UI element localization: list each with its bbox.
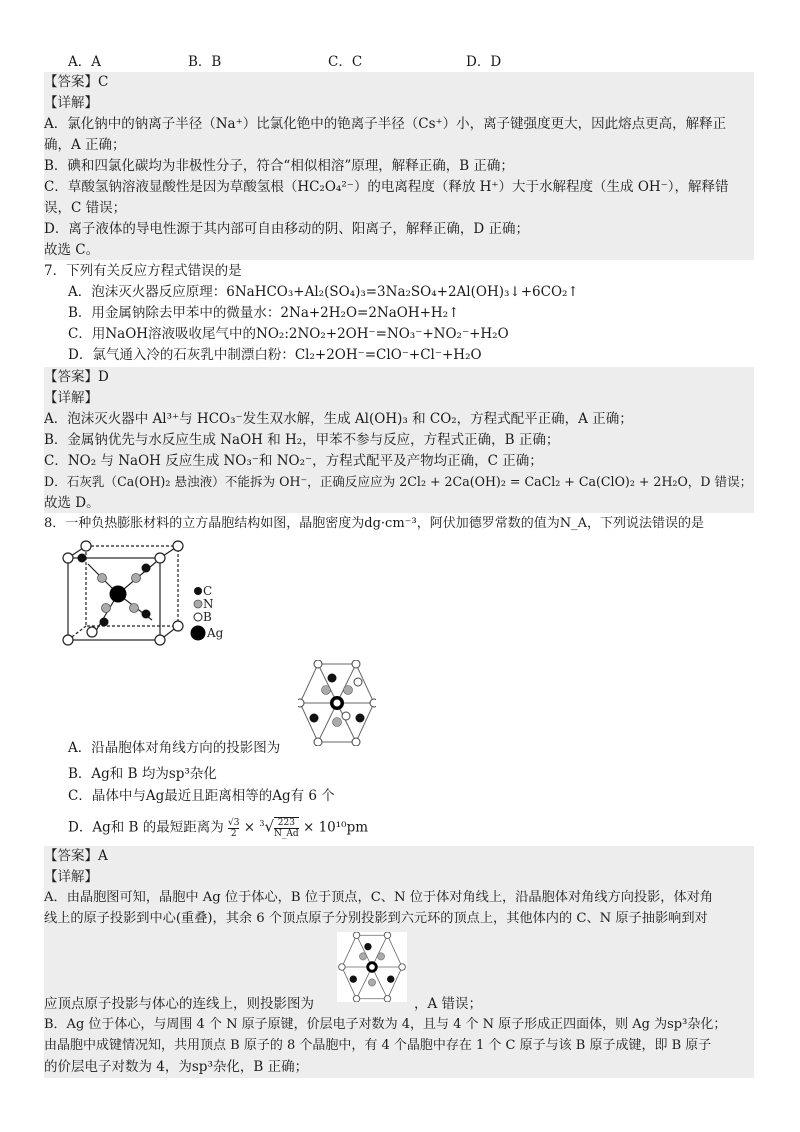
q8-answer: 【答案】A bbox=[44, 848, 108, 864]
projection-figure-large bbox=[298, 660, 376, 746]
q6-detail-line: 误，C 错误； bbox=[44, 200, 127, 216]
q6-detail-line: A．氯化钠中的钠离子半径（Na⁺）比氯化铯中的铯离子半径（Cs⁺）小，离子键强度更大，因此熔点更高，解释正 bbox=[44, 116, 727, 132]
cube-root-index: 3 bbox=[259, 819, 265, 828]
q7-detail-line: B．金属钠优先与水反应生成 NaOH 和 H₂，甲苯不参与反应，方程式正确，B 正确； bbox=[44, 432, 560, 448]
legend-label-c: C bbox=[203, 584, 213, 598]
root-numerator: 223 bbox=[274, 818, 299, 829]
q8-option-a: A．沿晶胞体对角线方向的投影图为 bbox=[68, 740, 281, 756]
q6-option-a: A．A bbox=[68, 54, 101, 70]
q7-option-b: B．用金属钠除去甲苯中的微量水：2Na+2H₂O=2NaOH+H₂↑ bbox=[68, 305, 460, 321]
q7-detail-heading: 【详解】 bbox=[44, 390, 98, 406]
q7-detail-line: 故选 D。 bbox=[44, 495, 100, 511]
projection-figure-small bbox=[334, 932, 410, 1002]
q8-option-c: C．晶体中与Ag最近且距离相等的Ag有 6 个 bbox=[68, 788, 335, 804]
q7-option-d: D．氯气通入冷的石灰乳中制漂白粉：Cl₂+2OH⁻=ClO⁻+Cl⁻+H₂O bbox=[68, 347, 482, 363]
sqrt3-over-2 bbox=[228, 818, 239, 839]
q6-answer: 【答案】C bbox=[44, 74, 109, 90]
q6-detail-line: 故选 C。 bbox=[44, 242, 100, 258]
crystal-cell-figure bbox=[50, 536, 230, 654]
q6-detail-line: 确，A 正确； bbox=[44, 137, 126, 153]
q7-stem: 7．下列有关反应方程式错误的是 bbox=[44, 263, 242, 279]
frac-numerator: √3 bbox=[228, 817, 240, 828]
q8-detail-heading: 【详解】 bbox=[44, 869, 98, 885]
q6-option-c: C．C bbox=[328, 54, 363, 70]
q7-detail-line: C．NO₂ 与 NaOH 反应生成 NO₃⁻和 NO₂⁻，方程式配平及产物均正确，C 正确； bbox=[44, 453, 543, 469]
q8-option-b: B．Ag和 B 均为sp³杂化 bbox=[68, 766, 217, 782]
q6-option-d: D．D bbox=[466, 54, 502, 70]
q7-detail-line: A．泡沫灭火器中 Al³⁺与 HCO₃⁻发生双水解，生成 Al(OH)₃ 和 CO₂，方程式配平正确，A 正确； bbox=[44, 411, 633, 427]
q8-detail-line: A．由晶胞图可知，晶胞中 Ag 位于体心，B 位于顶点，C、N 位于体对角线上，沿晶胞体对角线方向投影，体对角 bbox=[44, 890, 714, 905]
q8-option-d: D．Ag和 B 的最短距离为 $\frac{√3}{2}$ × $^3$√ $\frac{223}{N\_Ad}$ × 10¹⁰pm bbox=[68, 817, 369, 839]
times-sign: × bbox=[243, 819, 256, 836]
q8-detail-line: 的价层电子对数为 4，为sp³杂化，B 正确； bbox=[44, 1059, 309, 1075]
legend-label-b: B bbox=[203, 610, 212, 624]
q6-detail-line: D．离子液体的导电性源于其内部可自由移动的阴、阳离子，解释正确，D 正确； bbox=[44, 221, 529, 237]
q6-detail-line: C．草酸氢钠溶液显酸性是因为草酸氢根（HC₂O₄²⁻）的电离程度（释放 H⁺）大于水解程度（生成 OH⁻），解释错 bbox=[44, 179, 729, 195]
q6-option-b: B．B bbox=[188, 54, 222, 70]
q6-detail-line: B．碘和四氯化碳均为非极性分子，符合“相似相溶”原理，解释正确，B 正确； bbox=[44, 158, 514, 174]
root-denominator: N_Ad bbox=[274, 829, 299, 839]
q7-answer: 【答案】D bbox=[44, 369, 109, 385]
q8-detail-line: B．Ag 位于体心，与周围 4 个 N 原子原键，价层电子对数为 4，且与 4 个 N 原子形成正四面体，则 Ag 为sp³杂化； bbox=[44, 1017, 727, 1032]
q7-detail-line: D．石灰乳（Ca(OH)₂ 悬浊液）不能拆为 OH⁻，正确反应应为 2Cl₂ + 2Ca(OH)₂ = CaCl₂ + Ca(ClO)₂ + 2H₂O，D 错误； bbox=[44, 474, 753, 489]
q8-detail-line: ，A 错误； bbox=[414, 996, 483, 1012]
frac-denominator: 2 bbox=[230, 828, 237, 839]
q8-stem: 8．一种负热膨胀材料的立方晶胞结构如图，晶胞密度为dg·cm⁻³，阿伏加德罗常数的值为N_A，下列说法错误的是 bbox=[44, 516, 704, 531]
q8-detail-line: 线上的原子投影到中心(重叠)，其余 6 个顶点原子分别投影到六元环的顶点上，其他体内的 C、N 原子抽影响到对 bbox=[44, 911, 708, 926]
tail-factor: × 10¹⁰pm bbox=[302, 819, 369, 836]
legend-label-ag: Ag bbox=[207, 626, 224, 640]
q8-detail-line: 由晶胞中成键情况知，共用顶点 B 原子的 8 个晶胞中，有 4 个晶胞中存在 1 个 C 原子与该 B 原子成键，即 B 原子 bbox=[44, 1038, 712, 1053]
q7-option-a: A．泡沫灭火器反应原理：6NaHCO₃+Al₂(SO₄)₃=3Na₂SO₄+2Al(OH)₃↓+6CO₂↑ bbox=[68, 284, 579, 300]
q7-option-c: C．用NaOH溶液吸收尾气中的NO₂:2NO₂+2OH⁻=NO₃⁻+NO₂⁻+H₂O bbox=[68, 326, 509, 342]
legend-label-n: N bbox=[203, 597, 214, 611]
q8-detail-line: 应顶点原子投影与体心的连线上，则投影图为 bbox=[44, 996, 314, 1012]
q8-option-d-text: D．Ag和 B 的最短距离为 bbox=[68, 819, 224, 836]
q6-detail-heading: 【详解】 bbox=[44, 95, 98, 111]
